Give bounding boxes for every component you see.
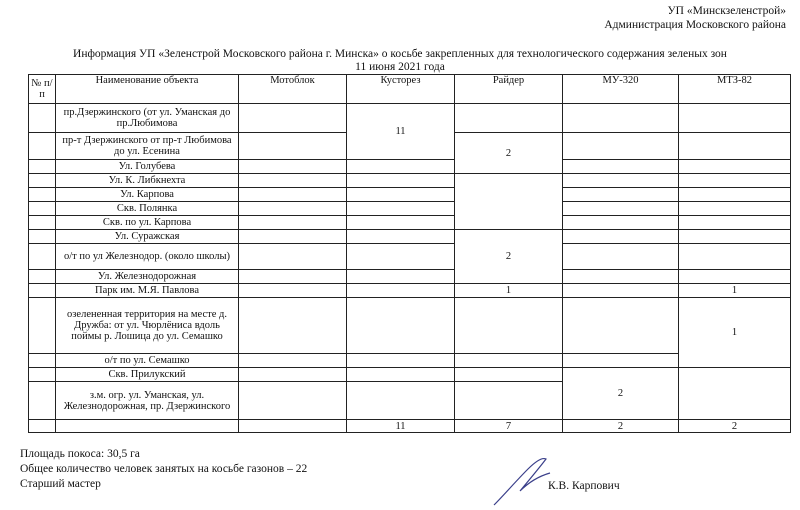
mowed-area: Площадь покоса: 30,5 га: [20, 448, 140, 460]
totals-row: [29, 420, 791, 433]
total-kustorez: 11: [347, 420, 455, 433]
mtz-value: 1: [679, 298, 791, 368]
object-name: Ул. Карпова: [56, 188, 239, 202]
kustorez-value: 11: [347, 104, 455, 160]
object-name: Скв. Прилукский: [56, 368, 239, 382]
rider-value: 1: [455, 284, 563, 298]
col-header-object: Наименование объекта: [56, 75, 239, 104]
signer-name: К.В. Карпович: [548, 480, 620, 492]
object-name: Скв. Полянка: [56, 202, 239, 216]
object-name: пр.Дзержинского (от ул. Уманская до пр.Любимова: [56, 104, 239, 133]
title-date: 11 июня 2021 года: [355, 61, 445, 73]
title-text: Информация УП «Зеленстрой Московского района г. Минска» о косьбе закрепленных для технологического содержания зеленых зон: [73, 48, 727, 60]
object-name: Парк им. М.Я. Павлова: [56, 284, 239, 298]
table-row: [29, 202, 791, 216]
rider-value: 2: [455, 133, 563, 174]
table-row: [29, 188, 791, 202]
table-header-row: [29, 75, 791, 104]
table-row: [29, 104, 791, 133]
col-header-mu320: МУ-320: [563, 75, 679, 104]
table-row: [29, 216, 791, 230]
object-name: Ул. Голубева: [56, 160, 239, 174]
object-name: о/т по ул. Семашко: [56, 354, 239, 368]
table-row: [29, 298, 791, 354]
object-name: озелененная территория на месте д. Дружба: от ул. Чюрлёниса вдоль поймы р. Лошица до ул. Семашко: [56, 298, 239, 354]
table-row: [29, 284, 791, 298]
mowing-table: [28, 74, 791, 433]
object-name: Ул. Суражская: [56, 230, 239, 244]
object-name: Ул. Железнодорожная: [56, 270, 239, 284]
rider-value: 2: [455, 230, 563, 284]
mu320-value: 2: [563, 368, 679, 420]
col-header-mtz82: МТЗ-82: [679, 75, 791, 104]
table-row: [29, 270, 791, 284]
document-title: [0, 48, 800, 74]
org-name: УП «Минскзеленстрой»: [667, 5, 786, 17]
table-row: [29, 368, 791, 382]
total-mu320: 2: [563, 420, 679, 433]
object-name: Ул. К. Либкнехта: [56, 174, 239, 188]
footer: [20, 447, 307, 492]
col-header-rider: Райдер: [455, 75, 563, 104]
org-admin: Администрация Московского района: [604, 19, 786, 31]
object-name: о/т по ул Железнодор. (около школы): [56, 244, 239, 270]
mtz-value: 1: [679, 284, 791, 298]
total-mtz82: 2: [679, 420, 791, 433]
org-header: [604, 4, 786, 32]
table-row: [29, 354, 791, 368]
signer-position: Старший мастер: [20, 478, 101, 490]
people-count: Общее количество человек занятых на косьбе газонов – 22: [20, 463, 308, 475]
total-rider: 7: [455, 420, 563, 433]
table-row: [29, 244, 791, 270]
object-name: пр-т Дзержинского от пр-т Любимова до ул. Есенина: [56, 133, 239, 160]
col-header-number: № п/п: [29, 75, 56, 104]
object-name: Скв. по ул. Карпова: [56, 216, 239, 230]
table-row: [29, 230, 791, 244]
col-header-kustorez: Кусторез: [347, 75, 455, 104]
table-row: [29, 174, 791, 188]
object-name: з.м. огр. ул. Уманская, ул. Железнодорожная, пр. Дзержинского: [56, 382, 239, 420]
col-header-motoblok: Мотоблок: [239, 75, 347, 104]
table-row: [29, 160, 791, 174]
